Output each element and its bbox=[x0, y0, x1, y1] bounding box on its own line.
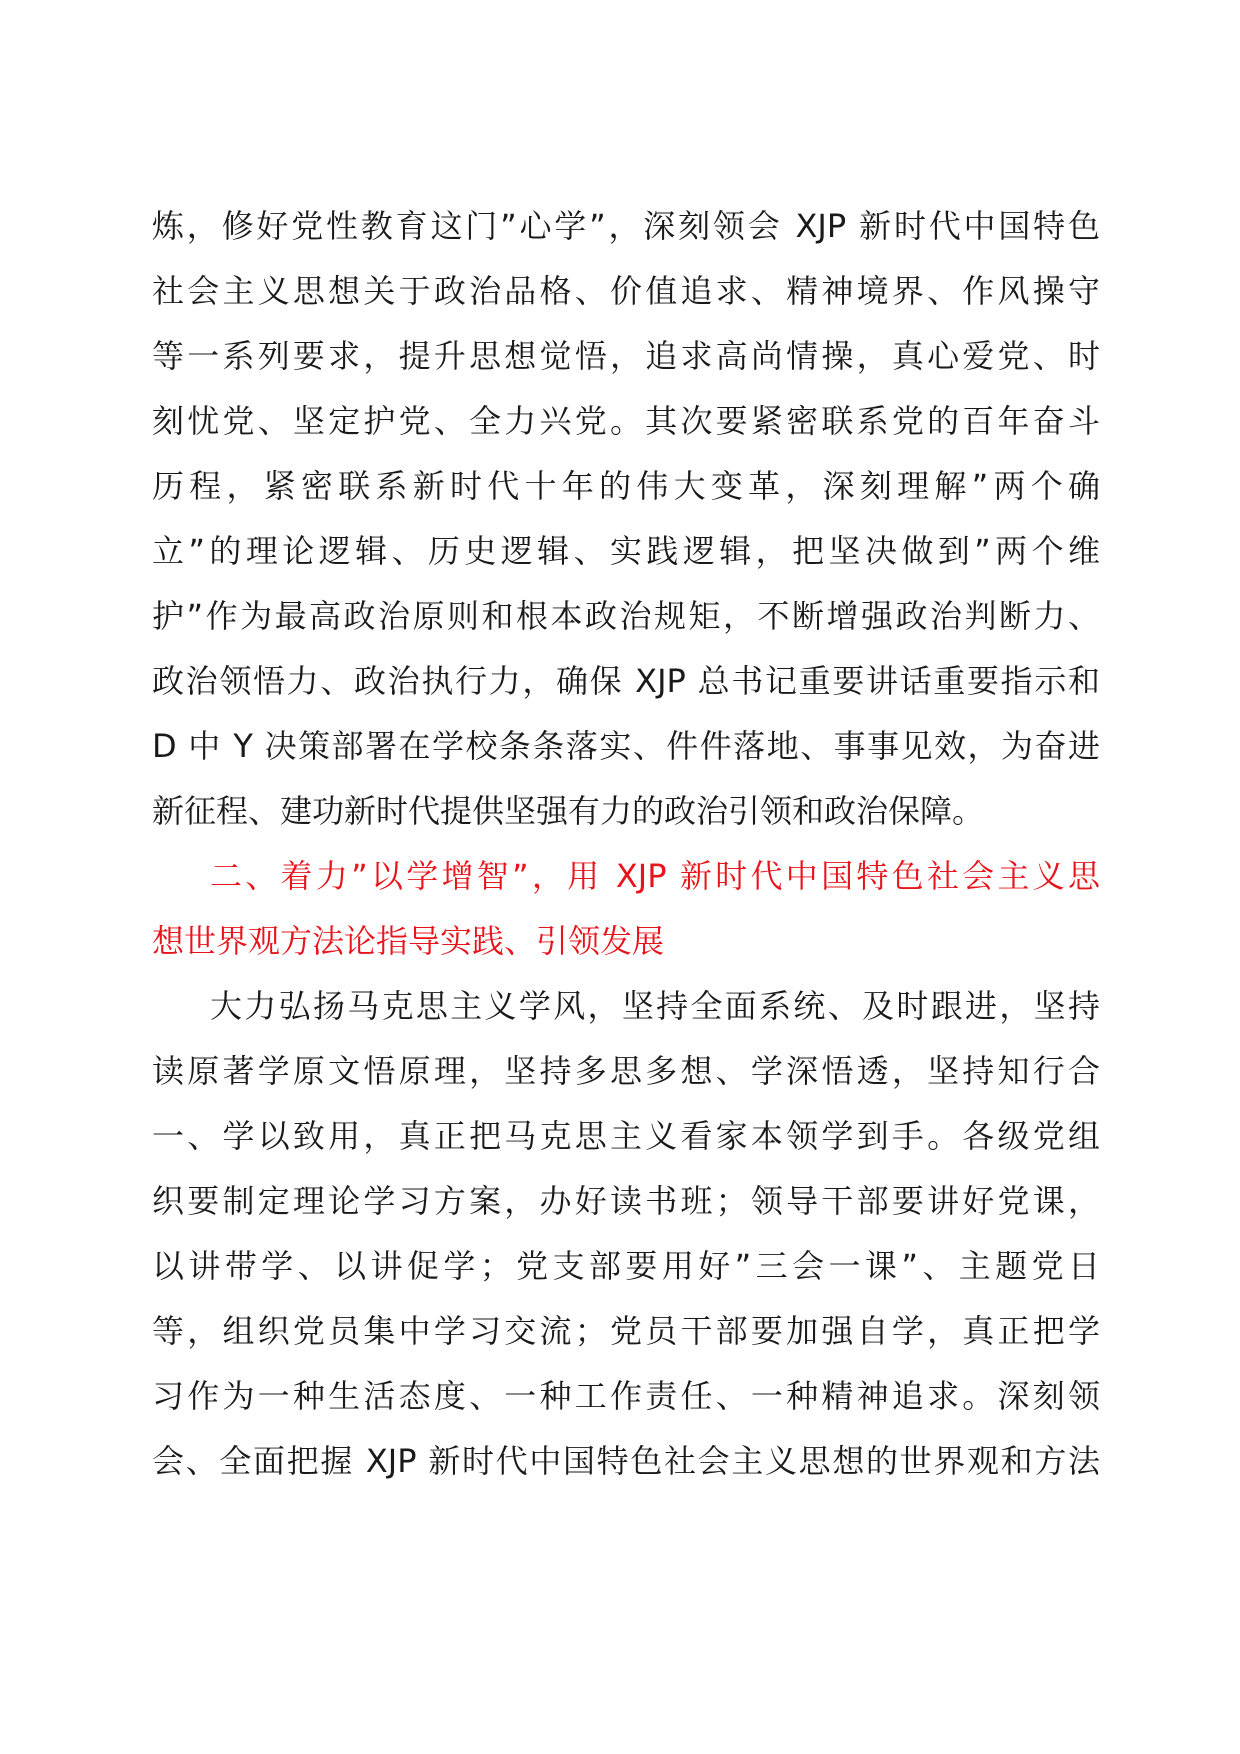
paragraph-line: 护”作为最高政治原则和根本政治规矩，不断增强政治判断力、 bbox=[152, 597, 1100, 635]
paragraph-line: 织要制定理论学习方案，办好读书班；领导干部要讲好党课， bbox=[152, 1182, 1100, 1220]
paragraph-line: 习作为一种生活态度、一种工作责任、一种精神追求。深刻领 bbox=[152, 1377, 1100, 1415]
paragraph-line: 历程，紧密联系新时代十年的伟大变革，深刻理解”两个确 bbox=[152, 467, 1100, 505]
heading-line: 二、着力”以学增智”，用 XJP 新时代中国特色社会主义思 bbox=[210, 857, 1100, 895]
paragraph-line: 立”的理论逻辑、历史逻辑、实践逻辑，把坚决做到”两个维 bbox=[152, 532, 1100, 570]
heading-line: 想世界观方法论指导实践、引领发展 bbox=[152, 922, 665, 960]
paragraph-2 bbox=[152, 974, 1100, 1494]
paragraph-line: 炼，修好党性教育这门”心学”，深刻领会 XJP 新时代中国特色 bbox=[152, 207, 1100, 245]
paragraph-line: 等一系列要求，提升思想觉悟，追求高尚情操，真心爱党、时 bbox=[152, 337, 1100, 375]
paragraph-line: 刻忧党、坚定护党、全力兴党。其次要紧密联系党的百年奋斗 bbox=[152, 402, 1100, 440]
section-heading bbox=[152, 844, 1100, 974]
paragraph-line: 会、全面把握 XJP 新时代中国特色社会主义思想的世界观和方法 bbox=[152, 1442, 1100, 1480]
document-page bbox=[152, 194, 1100, 1494]
paragraph-line: D 中 Y 决策部署在学校条条落实、件件落地、事事见效，为奋进 bbox=[152, 727, 1100, 765]
paragraph-line: 一、学以致用，真正把马克思主义看家本领学到手。各级党组 bbox=[152, 1117, 1100, 1155]
paragraph-line: 等，组织党员集中学习交流；党员干部要加强自学，真正把学 bbox=[152, 1312, 1100, 1350]
paragraph-line: 新征程、建功新时代提供坚强有力的政治引领和政治保障。 bbox=[152, 792, 985, 830]
paragraph-line: 社会主义思想关于政治品格、价值追求、精神境界、作风操守 bbox=[152, 272, 1100, 310]
paragraph-line: 以讲带学、以讲促学；党支部要用好”三会一课”、主题党日 bbox=[152, 1247, 1100, 1285]
paragraph-line: 读原著学原文悟原理，坚持多思多想、学深悟透，坚持知行合 bbox=[152, 1052, 1100, 1090]
paragraph-line: 政治领悟力、政治执行力，确保 XJP 总书记重要讲话重要指示和 bbox=[152, 662, 1100, 700]
paragraph-line: 大力弘扬马克思主义学风，坚持全面系统、及时跟进，坚持 bbox=[210, 987, 1100, 1025]
paragraph-1 bbox=[152, 194, 1100, 844]
